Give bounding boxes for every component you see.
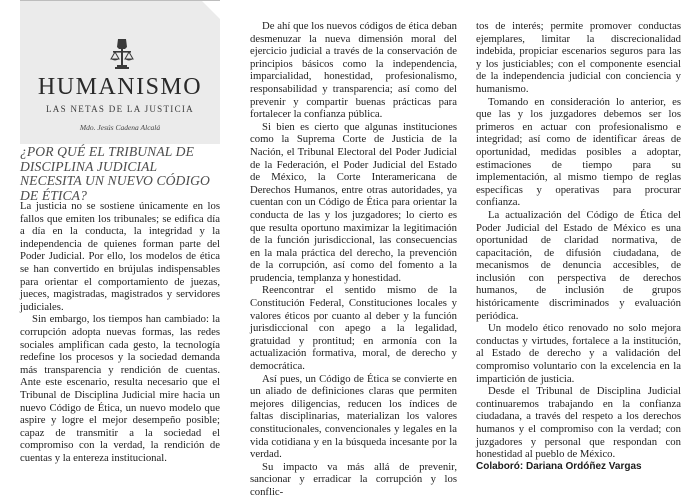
- paragraph: Reencontrar el sentido mismo de la Constitución Federal, Constituciones locales y valores éticos por cuanto al deber y la función jurisdiccional con apego a la legalidad, gratuidad y prontitud; en armonía con la actualización formativa, moral, de derecho y democrática.: [250, 284, 457, 373]
- paragraph: Sin embargo, los tiempos han cambiado: la corrupción adopta nuevas formas, las redes sociales amplifican cada gesto, la tecnología redefine los procesos y la sociedad demanda más transparencia y rendición de cuentas. Ante este escenario, resulta necesario que el Tribunal de Disciplina Judicial mire hacia un nuevo Código de Ética, un nuevo modelo que aspire y logre el mejor desempeño posible; capaz de transmitir a la sociedad el compromiso con la verdad, la rendición de cuentas y la entereza institucional.: [20, 313, 220, 464]
- paragraph: La actualización del Código de Ética del Poder Judicial del Estado de México es una oportunidad de claridad normativa, de capacitación, de difusión ciudadana, de mecanismos de denuncia accesibles, de inclusión con perspectiva de derechos humanos, de inclusión de grupos históricamente discriminados y evaluación periódica.: [476, 208, 681, 322]
- paragraph: Su impacto va más allá de prevenir, sancionar y erradicar la corrupción y los conflic-: [250, 460, 457, 498]
- article-signature: Colaboró: Dariana Ordóñez Vargas: [476, 460, 642, 472]
- paragraph: Desde el Tribunal de Disciplina Judicial continuaremos trabajando en la confianza ciudadana, a través del respeto a los derechos humanos y el compromiso con la verdad; con juzgadores y personal que respondan con honestidad al pueblo de México.: [476, 385, 681, 461]
- paragraph: De ahí que los nuevos códigos de ética deban desmenuzar la nueva dimensión moral del ejercicio judicial a través de la conservación de principios básicos como la independencia, imparcialidad, honestidad, profesionalismo, responsabilidad y transparencia; así como del prevenir y compartir buenas prácticas para fortalecer la confianza pública.: [250, 20, 457, 121]
- column-author: Mdo. Jesús Cadena Alcalá: [79, 123, 161, 132]
- article-column-middle: [250, 20, 457, 499]
- paragraph: La justicia no se sostiene únicamente en los fallos que emiten los tribunales; se edifica día a día en la conducta, la integridad y la independencia de quienes forman parte del Poder Judicial. Por ello, los modelos de ética se han convertido en brújulas indispensables para orientar el comportamiento de juezas, jueces, magistradas, magistrados y servidores judiciales.: [20, 200, 220, 313]
- column-brand-title: HUMANISMO: [37, 74, 203, 100]
- paragraph: tos de interés; permite promover conductas ejemplares, limitar la discrecionalidad indebida, propiciar escenarios seguros para las y los justiciables; con el componente esencial de la independencia judicial con conciencia y humanismo.: [476, 20, 681, 95]
- article-headline: ¿POR QUÉ EL TRIBUNAL DE DISCIPLINA JUDICIAL NECESITA UN NUEVO CÓDIGO DE ÉTICA?: [20, 144, 210, 203]
- paragraph: Si bien es cierto que algunas instituciones como la Suprema Corte de Justicia de la Nación, el Tribunal Electoral del Poder Judicial de la Federación, el Poder Judicial del Estado de México, la Corte Interamericana de Derechos Humanos, entre otras autoridades, ya cuentan con un Código de Ética para orientar la conducta de las y los juzgadores; lo cierto es que resulta oportuno maximizar la legitimación de la función jurisdiccional, las consecuencias en la mala práctica del derecho, la prevención de la corrupción, así como del fomento a la prudencia, templanza y honestidad.: [250, 120, 457, 284]
- header-corner-fold: [202, 1, 220, 19]
- article-column-right: [476, 20, 681, 473]
- column-tagline: LAS NETAS DE LA JUSTICIA: [46, 104, 194, 114]
- article-column-left: [20, 200, 220, 464]
- column-header: [20, 0, 220, 144]
- paragraph: Así pues, un Código de Ética se convierte en un aliado de definiciones claras que permiten mejores diligencias, reducen los índices de faltas disciplinarias, materializan los valores constitucionales, convencionales y legales en la vida cotidiana y en la búsqueda incesante por la verdad.: [250, 372, 457, 461]
- paragraph: Tomando en consideración lo anterior, es que las y los juzgadores debemos ser los primeros en actuar con profesionalismo e integridad; así como de identificar áreas de oportunidad, medidas posibles a adoptar, estimaciones de tiempo para su implementación, al mismo tiempo de reglas específicas y operativas para procurar confianza.: [476, 95, 681, 209]
- paragraph: Un modelo ético renovado no solo mejora conductas y virtudes, fortalece a la institución, al Estado de derecho y a validación del compromiso voluntario con la excelencia en la impartición de justicia.: [476, 322, 681, 385]
- justice-scales-fist-icon: [110, 37, 134, 71]
